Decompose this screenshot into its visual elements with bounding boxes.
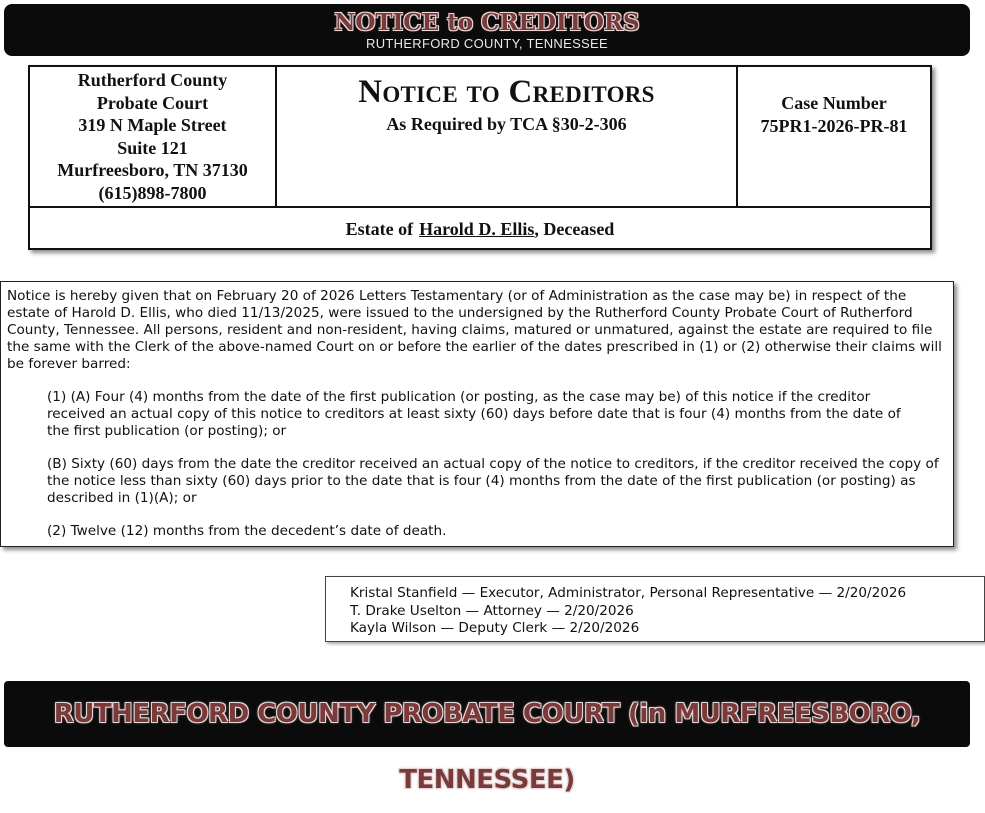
notice-statute: As Required by TCA §30-2-306 — [386, 114, 627, 134]
court-suite-line: Suite 121 — [117, 137, 188, 158]
signature-attorney: T. Drake Uselton — Attorney — 2/20/2026 — [350, 602, 634, 619]
clause-1b: (B) Sixty (60) days from the date the creditor received an actual copy of the notice to creditors, if the creditor received the copy of the notice less than sixty (60) days prior to the date that is four (4) months from the date of the first publication (or posting) as described in (1)(A); or — [47, 456, 939, 506]
bottom-banner-text: RUTHERFORD COUNTY PROBATE COURT (in MURFREESBORO, TENNESSEE) — [53, 699, 921, 795]
case-number-value: 75PR1-2026-PR-81 — [760, 116, 908, 136]
estate-suffix: , Deceased — [534, 219, 615, 239]
court-division-line: Probate Court — [96, 92, 209, 113]
court-name-line: Rutherford County — [77, 70, 228, 90]
top-banner — [4, 4, 970, 56]
court-phone-line: (615)898-7800 — [98, 182, 207, 203]
decedent-name: Harold D. Ellis — [419, 219, 535, 239]
notice-title-block — [277, 67, 736, 206]
signature-block — [325, 576, 985, 642]
banner-subtitle: RUTHERFORD COUNTY, TENNESSEE — [366, 36, 608, 51]
notice-title: Notice to Creditors — [358, 74, 655, 110]
signature-executor: Kristal Stanfield — Executor, Administrator, Personal Representative — 2/20/2026 — [350, 585, 907, 601]
case-number-block — [736, 67, 930, 206]
court-street-line: 319 N Maple Street — [78, 115, 227, 136]
court-address-block — [30, 67, 277, 206]
notice-header — [28, 65, 932, 250]
case-number-label: Case Number — [781, 93, 887, 113]
estate-row — [30, 206, 930, 250]
signature-clerk: Kayla Wilson — Deputy Clerk — 2/20/2026 — [350, 620, 640, 636]
bottom-banner — [4, 681, 970, 795]
estate-prefix: Estate of — [345, 219, 414, 239]
clause-1a: (1) (A) Four (4) months from the date of the first publication (or posting, as the case may be) of this notice if the creditor received an actual copy of this notice to creditors at least sixty (60) days before date that is four (4) months from the date of the first publication (or posting); or — [47, 389, 901, 439]
banner-title: NOTICE to CREDITORS — [334, 9, 640, 36]
court-city-line: Murfreesboro, TN 37130 — [57, 160, 248, 181]
clause-2: (2) Twelve (12) months from the decedent’s date of death. — [47, 523, 447, 539]
notice-body — [0, 281, 954, 547]
notice-intro-paragraph: Notice is hereby given that on February 20 of 2026 Letters Testamentary (or of Administration as the case may be) in respect of the estate of Harold D. Ellis, who died 11/13/2025, were issued to the undersigned by the Rutherford County Probate Court of Rutherford County, Tennessee. All persons, resident and non-resident, having claims, matured or unmatured, against the estate are required to file the same with the Clerk of the above-named Court on or before the earlier of the dates prescribed in (1) or (2) otherwise their claims will be forever barred: — [7, 288, 942, 372]
